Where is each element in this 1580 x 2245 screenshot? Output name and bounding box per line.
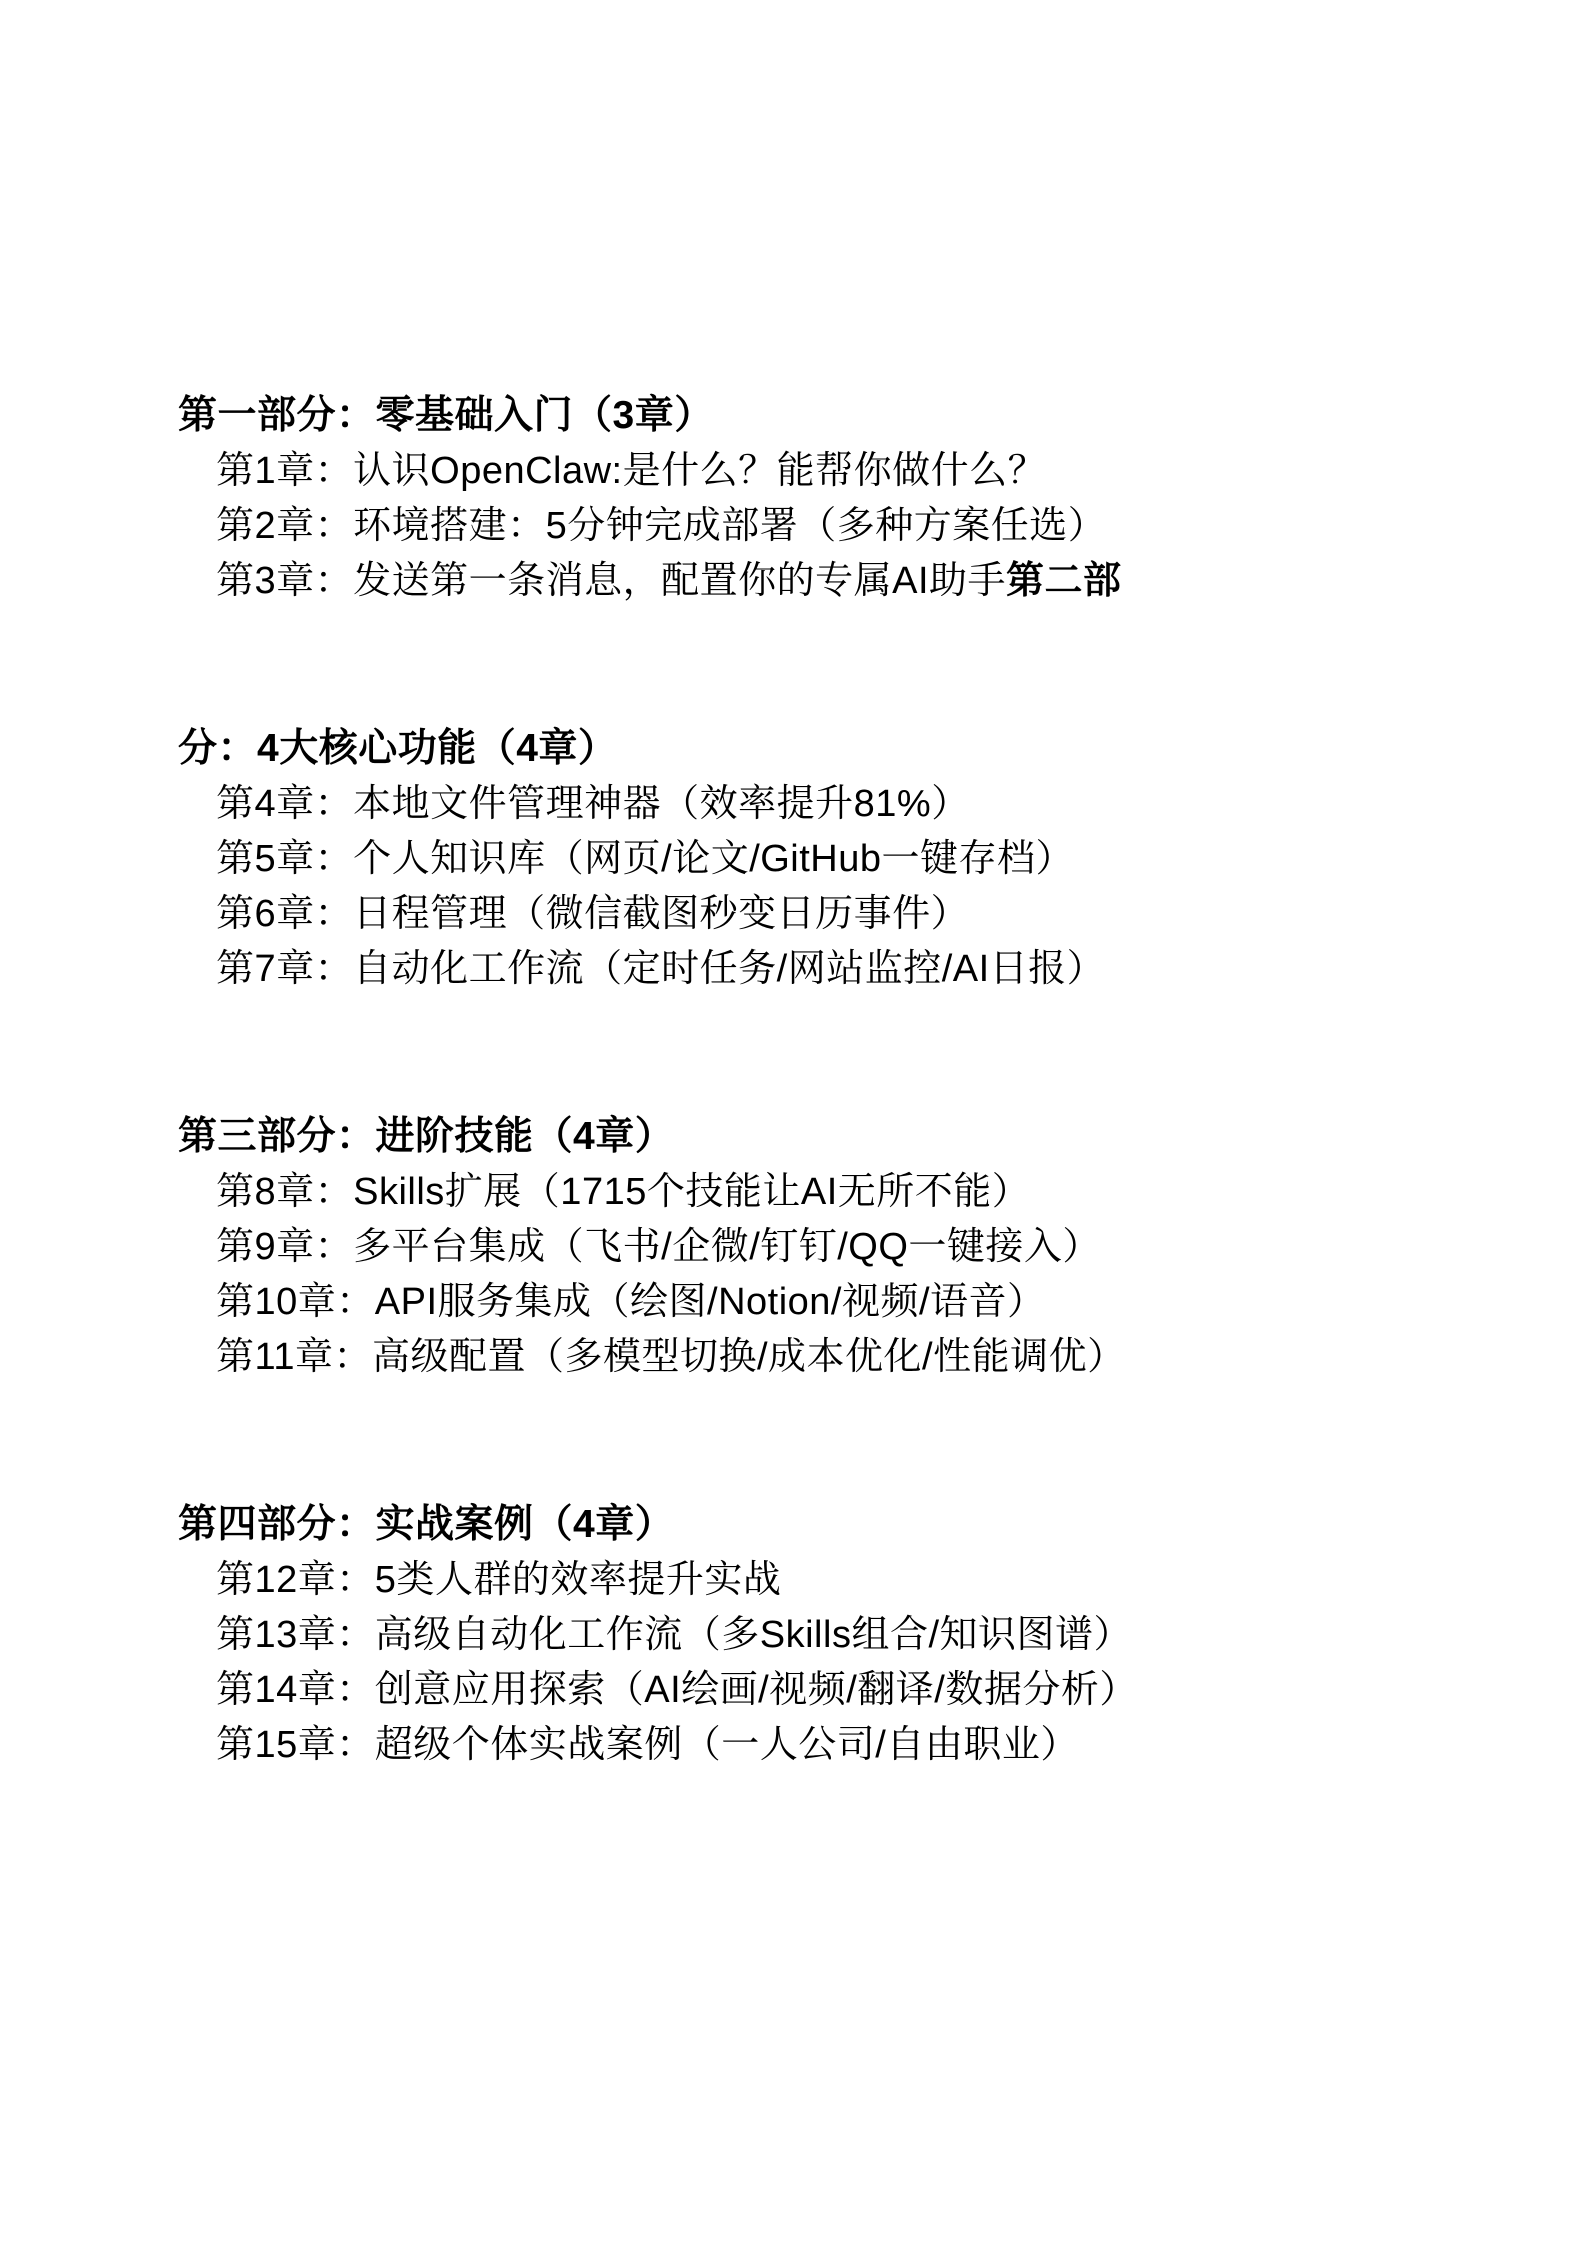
- chapter-item: [178, 1553, 1460, 1608]
- chapter-item: [178, 499, 1460, 554]
- chapter-text: 第5章：个人知识库（网页/论文/GitHub一键存档）: [216, 838, 1075, 880]
- chapter-item: [178, 1275, 1460, 1330]
- toc-section: [178, 1497, 1460, 1773]
- chapter-bold-suffix: 第二部: [1006, 560, 1122, 602]
- chapter-text: 第1章：认识OpenClaw:是什么？能帮你做什么？: [216, 450, 1047, 492]
- chapter-item: [178, 1330, 1460, 1385]
- section-title: 第三部分：进阶技能（4章）: [178, 1115, 675, 1158]
- chapter-item: [178, 887, 1460, 942]
- chapter-item: [178, 1608, 1460, 1663]
- chapter-item: [178, 1165, 1460, 1220]
- toc-section: [178, 1109, 1460, 1385]
- chapter-text: 第9章：多平台集成（飞书/企微/钉钉/QQ一键接入）: [216, 1226, 1101, 1268]
- toc-section: [178, 388, 1460, 609]
- chapter-text: 第8章：Skills扩展（1715个技能让AI无所不能）: [216, 1171, 1031, 1213]
- section-title: 分：4大核心功能（4章）: [178, 727, 618, 770]
- chapter-text: 第7章：自动化工作流（定时任务/网站监控/AI日报）: [216, 948, 1106, 990]
- chapter-item: [178, 832, 1460, 887]
- chapter-item: [178, 1663, 1460, 1718]
- chapter-text: 第13章：高级自动化工作流（多Skills组合/知识图谱）: [216, 1614, 1133, 1656]
- chapter-item: [178, 777, 1460, 832]
- chapter-item: [178, 1220, 1460, 1275]
- chapter-item: [178, 1718, 1460, 1773]
- toc-section: [178, 721, 1460, 997]
- section-title: 第四部分：实战案例（4章）: [178, 1503, 675, 1546]
- chapter-text: 第4章：本地文件管理神器（效率提升81%）: [216, 783, 970, 825]
- chapter-text: 第10章：API服务集成（绘图/Notion/视频/语音）: [216, 1281, 1046, 1323]
- table-of-contents: [178, 388, 1460, 1885]
- chapter-text: 第6章：日程管理（微信截图秒变日历事件）: [216, 893, 970, 935]
- chapter-text: 第15章：超级个体实战案例（一人公司/自由职业）: [216, 1724, 1079, 1766]
- chapter-text: 第14章：创意应用探索（AI绘画/视频/翻译/数据分析）: [216, 1669, 1138, 1711]
- section-title: 第一部分：零基础入门（3章）: [178, 394, 714, 437]
- chapter-item: [178, 942, 1460, 997]
- chapter-text: 第2章：环境搭建：5分钟完成部署（多种方案任选）: [216, 505, 1107, 547]
- chapter-text: 第12章：5类人群的效率提升实战: [216, 1559, 782, 1601]
- chapter-text: 第3章：发送第一条消息，配置你的专属AI助手: [216, 560, 1007, 602]
- chapter-item: [178, 444, 1460, 499]
- chapter-text: 第11章：高级配置（多模型切换/成本优化/性能调优）: [216, 1336, 1126, 1378]
- chapter-item: [178, 554, 1460, 609]
